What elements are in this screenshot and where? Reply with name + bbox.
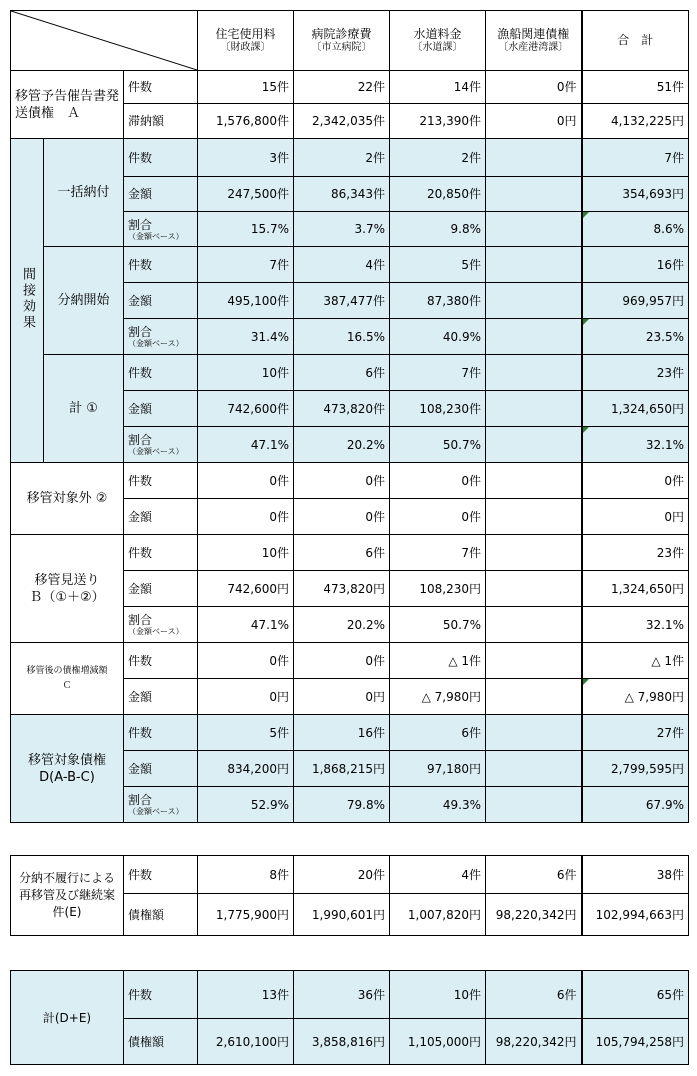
- cell: 14件: [390, 71, 486, 104]
- taishogai-title: 移管対象外 ②: [11, 463, 124, 535]
- label-wariai: 割合 （金額ベース）: [124, 787, 198, 823]
- label-tainou: 滞納額: [124, 104, 198, 139]
- cell: [486, 177, 582, 212]
- cell: 15件: [198, 71, 294, 104]
- cell: 0件: [294, 643, 390, 679]
- ikkatsu-title: 一括納付: [44, 139, 124, 247]
- cell: 47.1%: [198, 427, 294, 463]
- miokuri-title: 移管見送り Ｂ（①＋②）: [11, 535, 124, 643]
- cell: [486, 283, 582, 319]
- cell: 10件: [198, 535, 294, 571]
- cell: 50.7%: [390, 427, 486, 463]
- header-col-1: 住宅使用料 〔財政課〕: [198, 11, 294, 71]
- label-kensu: 件数: [124, 355, 198, 391]
- cell: 0件: [294, 463, 390, 499]
- label-kingaku: 金額: [124, 177, 198, 212]
- cell: 473,820件: [294, 391, 390, 427]
- cell: [486, 715, 582, 751]
- cell: 8件: [198, 856, 294, 894]
- cell: [486, 212, 582, 247]
- cell: 10件: [390, 971, 486, 1019]
- cell: 0件: [294, 499, 390, 535]
- cell: 108,230件: [390, 391, 486, 427]
- cell: 742,600件: [198, 391, 294, 427]
- label-kingaku: 金額: [124, 679, 198, 715]
- cell: 38件: [582, 856, 689, 894]
- label-kensu: 件数: [124, 535, 198, 571]
- cell: 0件: [198, 499, 294, 535]
- section-e-title: 分納不履行による再移管及び継続案件(E): [11, 856, 124, 936]
- cell: 20件: [294, 856, 390, 894]
- cell: 10件: [198, 355, 294, 391]
- cell: 0件: [198, 463, 294, 499]
- label-kingaku: 金額: [124, 391, 198, 427]
- label-kingaku: 金額: [124, 499, 198, 535]
- cell: 16.5%: [294, 319, 390, 355]
- cell: 98,220,342円: [486, 894, 582, 936]
- label-kensu: 件数: [124, 643, 198, 679]
- cell: 50.7%: [390, 607, 486, 643]
- cell: 5件: [390, 247, 486, 283]
- cell: 1,105,000円: [390, 1019, 486, 1065]
- cell: 9.8%: [390, 212, 486, 247]
- label-wariai: 割合 （金額ベース）: [124, 607, 198, 643]
- cell: 23件: [582, 535, 689, 571]
- cell: 1,990,601円: [294, 894, 390, 936]
- cell: 97,180円: [390, 751, 486, 787]
- cell: 16件: [582, 247, 689, 283]
- cell: 0件: [390, 499, 486, 535]
- cell: 102,994,663円: [582, 894, 689, 936]
- section-a-title: 移管予告催告書発送債権 Ａ: [11, 71, 124, 139]
- label-kingaku: 金額: [124, 751, 198, 787]
- cell: 15.7%: [198, 212, 294, 247]
- cell: 79.8%: [294, 787, 390, 823]
- cell: 7件: [390, 355, 486, 391]
- cell: [486, 535, 582, 571]
- cell: 1,868,215円: [294, 751, 390, 787]
- header-col-4: 漁船関連債権 〔水産港湾課〕: [486, 11, 582, 71]
- cell: 6件: [486, 971, 582, 1019]
- cell: 23件: [582, 355, 689, 391]
- cell: 20.2%: [294, 607, 390, 643]
- cell: 13件: [198, 971, 294, 1019]
- cell: 2,799,595円: [582, 751, 689, 787]
- cell: 2件: [294, 139, 390, 177]
- cell: 4,132,225円: [582, 104, 689, 139]
- cell: 0円: [486, 104, 582, 139]
- cell: 65件: [582, 971, 689, 1019]
- cell: 3,858,816円: [294, 1019, 390, 1065]
- cell: 742,600円: [198, 571, 294, 607]
- cell: 87,380件: [390, 283, 486, 319]
- cell: 0件: [390, 463, 486, 499]
- cell: 86,343件: [294, 177, 390, 212]
- cell: [486, 355, 582, 391]
- cell: 2件: [390, 139, 486, 177]
- label-kensu: 件数: [124, 71, 198, 104]
- cell: 2,342,035件: [294, 104, 390, 139]
- cell: 23.5%: [582, 319, 689, 355]
- label-kensu: 件数: [124, 856, 198, 894]
- label-wariai: 割合 （金額ベース）: [124, 427, 198, 463]
- cell: 52.9%: [198, 787, 294, 823]
- cell: 8.6%: [582, 212, 689, 247]
- cell: 0円: [582, 499, 689, 535]
- header-col-3: 水道料金 〔水道課〕: [390, 11, 486, 71]
- cell: 1,007,820円: [390, 894, 486, 936]
- label-kingaku: 金額: [124, 283, 198, 319]
- cell: [486, 679, 582, 715]
- cell: 6件: [390, 715, 486, 751]
- zougen-title: 移管後の債権増減額 Ｃ: [11, 643, 124, 715]
- cell: 16件: [294, 715, 390, 751]
- cell: 1,324,650円: [582, 571, 689, 607]
- cell: 51件: [582, 71, 689, 104]
- section-e-table: [10, 855, 689, 936]
- header-col-total: 合 計: [582, 11, 689, 71]
- cell: 387,477件: [294, 283, 390, 319]
- cell: 1,576,800件: [198, 104, 294, 139]
- cell: 834,200円: [198, 751, 294, 787]
- cell: 49.3%: [390, 787, 486, 823]
- cell: 36件: [294, 971, 390, 1019]
- cell: 0件: [582, 463, 689, 499]
- cell: 5件: [198, 715, 294, 751]
- label-saikengaku: 債権額: [124, 1019, 198, 1065]
- label-kensu: 件数: [124, 715, 198, 751]
- cell: 31.4%: [198, 319, 294, 355]
- cell: [486, 463, 582, 499]
- cell: 4件: [294, 247, 390, 283]
- indirect-title: 間接効果: [11, 139, 44, 463]
- cell: [486, 139, 582, 177]
- cell: 108,230円: [390, 571, 486, 607]
- cell: 0円: [198, 679, 294, 715]
- header-corner: [11, 11, 198, 71]
- cell: [486, 247, 582, 283]
- cell: 1,775,900円: [198, 894, 294, 936]
- cell: [486, 607, 582, 643]
- header-col-2: 病院診療費 〔市立病院〕: [294, 11, 390, 71]
- cell: 40.9%: [390, 319, 486, 355]
- cell: 247,500件: [198, 177, 294, 212]
- cell: △ 1件: [582, 643, 689, 679]
- cell: 7件: [198, 247, 294, 283]
- cell: 6件: [486, 856, 582, 894]
- cell: 6件: [294, 535, 390, 571]
- cell: 20,850件: [390, 177, 486, 212]
- label-kensu: 件数: [124, 247, 198, 283]
- cell: 32.1%: [582, 607, 689, 643]
- cell: 47.1%: [198, 607, 294, 643]
- section-de-title: 計(D+E): [11, 971, 124, 1065]
- cell: 3件: [198, 139, 294, 177]
- cell: 3.7%: [294, 212, 390, 247]
- bunnou-title: 分納開始: [44, 247, 124, 355]
- cell: [486, 571, 582, 607]
- cell: [486, 499, 582, 535]
- taishou-title: 移管対象債権 D(A-B-C): [11, 715, 124, 823]
- cell: 105,794,258円: [582, 1019, 689, 1065]
- cell: [486, 643, 582, 679]
- main-table: [10, 10, 689, 823]
- cell: 1,324,650円: [582, 391, 689, 427]
- cell: △ 1件: [390, 643, 486, 679]
- cell: △ 7,980円: [390, 679, 486, 715]
- cell: 0件: [198, 643, 294, 679]
- cell: [486, 427, 582, 463]
- kei-title: 計 ①: [44, 355, 124, 463]
- cell: [486, 787, 582, 823]
- cell: 354,693円: [582, 177, 689, 212]
- cell: [486, 319, 582, 355]
- cell: [486, 751, 582, 787]
- cell: 969,957円: [582, 283, 689, 319]
- label-kensu: 件数: [124, 139, 198, 177]
- cell: 213,390件: [390, 104, 486, 139]
- cell: △ 7,980円: [582, 679, 689, 715]
- section-de-table: [10, 970, 689, 1065]
- cell: 98,220,342円: [486, 1019, 582, 1065]
- cell: 27件: [582, 715, 689, 751]
- cell: 495,100件: [198, 283, 294, 319]
- label-kingaku: 金額: [124, 571, 198, 607]
- cell: 0件: [486, 71, 582, 104]
- cell: 473,820円: [294, 571, 390, 607]
- cell: 22件: [294, 71, 390, 104]
- header-row: [11, 11, 689, 71]
- label-wariai: 割合 （金額ベース）: [124, 319, 198, 355]
- cell: 6件: [294, 355, 390, 391]
- label-saikengaku: 債権額: [124, 894, 198, 936]
- cell: 2,610,100円: [198, 1019, 294, 1065]
- label-kensu: 件数: [124, 971, 198, 1019]
- cell: 32.1%: [582, 427, 689, 463]
- label-wariai: 割合 （金額ベース）: [124, 212, 198, 247]
- cell: 7件: [390, 535, 486, 571]
- cell: 20.2%: [294, 427, 390, 463]
- cell: 67.9%: [582, 787, 689, 823]
- label-kensu: 件数: [124, 463, 198, 499]
- cell: 0円: [294, 679, 390, 715]
- cell: [486, 391, 582, 427]
- cell: 4件: [390, 856, 486, 894]
- cell: 7件: [582, 139, 689, 177]
